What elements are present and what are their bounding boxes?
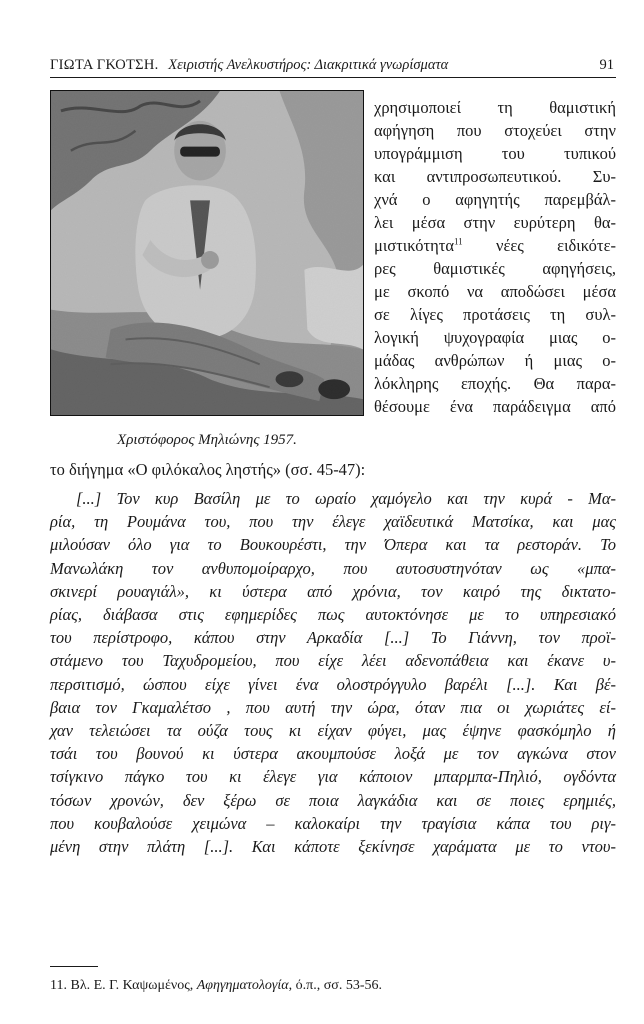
text-line: χνά ο αφηγητής παρεμβάλ- <box>374 190 616 209</box>
quote-line: περσιτισμό, ώσπου είχε γίνει ένα ολοστρόγγυλο βαρέλι [...]. Και βέ- <box>50 674 616 694</box>
footnote-author: Βλ. Ε. Γ. Καψωμένος, <box>70 978 194 993</box>
quote-line: βαια τον Γκαμαλέτσο , που αυτή την ώρα, όταν πια οι χωριάτες εί- <box>50 697 616 717</box>
text-fragment: νέες ειδικότε- <box>462 236 616 255</box>
photograph <box>50 90 364 416</box>
intro-line: το διήγημα «Ο φιλόκαλος ληστής» (σσ. 45-47): <box>50 460 366 479</box>
text-line: με σκοπό να αποδώσει μέσα <box>374 282 616 301</box>
running-header <box>50 56 616 74</box>
footnote-reference-pages: , ό.π., σσ. 53-56. <box>288 978 382 993</box>
photo-caption: Χριστόφορος Μηλιώνης 1957. <box>117 432 297 448</box>
header-title: Χειριστής Ανελκυστήρος: Διακριτικά γνωρίσματα <box>168 57 449 73</box>
text-line: λει μέσα στην ευρύτερη θα- <box>374 213 616 232</box>
quote-line: Μανωλάκη τον ανθυπομοίραρχο, που αυτοσυστηνόταν ως «μπα- <box>50 558 616 578</box>
text-line: λόκληρης εποχής. Θα παρα- <box>374 374 616 393</box>
footnote-work: Αφηγηματολογία <box>196 978 289 993</box>
photo-image <box>51 91 363 415</box>
quote-line: του περίστροφο, κάπου στην Αρκαδία [...] Το Γιάννη, τον προϊ- <box>50 628 616 648</box>
quoted-passage <box>50 487 616 858</box>
text-line: θέσουμε ένα παράδειγμα από <box>374 397 616 416</box>
side-column-text <box>374 96 616 418</box>
quote-line: μιλούσαν όλο για το Βουκουρέστι, την Όπερα και τα ρεστοράν. Το <box>50 535 616 555</box>
text-line: λογική ψυχογραφία μιας ο- <box>374 328 616 347</box>
text-line: μάδας ανθρώπων ή μιας ο- <box>374 351 616 370</box>
footnote-reference[interactable]: 11 <box>454 236 463 247</box>
footnote-rule <box>50 966 98 967</box>
footnote-number: 11. <box>50 978 67 993</box>
text-line-with-footnote-ref <box>374 234 616 257</box>
text-line: ρες θαμιστικές αφηγήσεις, <box>374 259 616 278</box>
header-rule <box>50 77 616 78</box>
quote-line: ρίας, διάβασα στις εφημερίδες πως αυτοκτόνησε με το υπηρεσιακό <box>50 605 616 625</box>
text-fragment: μιστικότητα <box>374 236 454 255</box>
text-line: σε λίγες προτάσεις τη συλ- <box>374 305 616 324</box>
quote-line: [...] Τον κυρ Βασίλη με το ωραίο χαμόγελο και την κυρά - Μα- <box>76 489 616 508</box>
text-line: και αντιπροσωπευτικού. Συ- <box>374 167 616 186</box>
quote-line: ρία, τη Ρουμάνα του, που την έλεγε χαϊδευτικά Ματσίκα, και μας <box>50 512 616 532</box>
quote-line: χαν τελειώσει τα ούζα τους κι είχαν φύγει, μας έψηνε φασκόμηλο ή <box>50 721 616 741</box>
header-author: ΓΙΩΤΑ ΓΚΟΤΣΗ. <box>50 57 159 73</box>
quote-line: τόσων χρονών, δεν ξέρω σε ποια λαγκάδια και σε ποιες ερημιές, <box>50 790 616 810</box>
text-line: υπογράμμιση του τυπικού <box>374 144 616 163</box>
text-line: αφήγηση που στοχεύει στην <box>374 121 616 140</box>
page-number: 91 <box>599 57 614 73</box>
footnote <box>50 977 616 995</box>
quote-line: που κουβαλούσε χειμώνα – καλοκαίρι την τραγίσια κάπα του ριγ- <box>50 813 616 833</box>
text-line: χρησιμοποιεί τη θαμιστική <box>374 98 616 117</box>
quote-line: τσάι του βουνού κι ύστερα ακουμπούσε λοξά με τον αγκώνα στον <box>50 744 616 764</box>
quote-line: σκινερί ρουαγιάλ», κι ύστερα από χρόνια, τον καιρό της δικτατο- <box>50 581 616 601</box>
quote-line: τσίγκινο πάγκο του κι έλεγε για κάποιον μπαρμπα-Πηλιό, ογδόντα <box>50 767 616 787</box>
quote-line: στάμενο του Ταχυδρομείου, που είχε λέει αδενοπάθεια και έκανε υ- <box>50 651 616 671</box>
quote-line: μένη στην πλάτη [...]. Και κάποτε ξεκίνησε χαράματα με το ντου- <box>50 837 616 857</box>
